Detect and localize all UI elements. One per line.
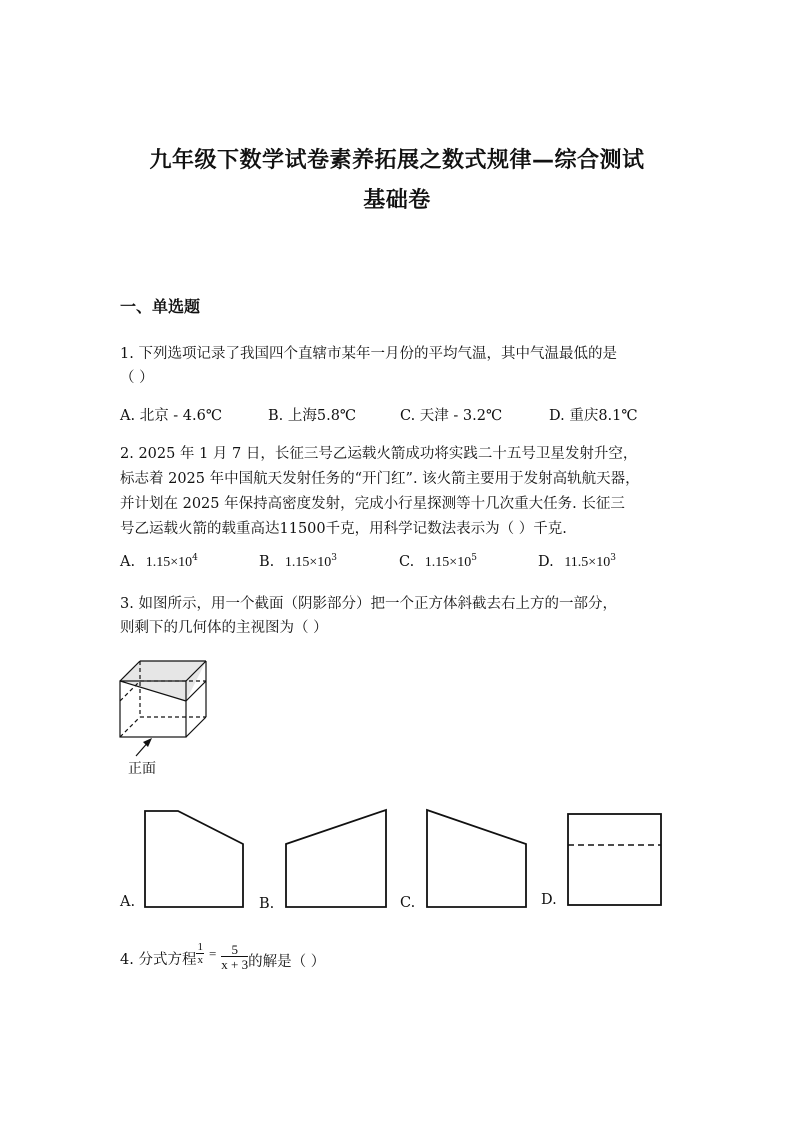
q2-option-a-label: A. (120, 554, 136, 570)
q2-option-b-label: B. (259, 554, 275, 570)
page-title: 九年级下数学试卷素养拓展之数式规律—综合测试 (149, 148, 645, 173)
q1-option-c[interactable]: C. 天津 - 3.2℃ (400, 408, 503, 424)
q2-stem-line2: 标志着 2025 年中国航天发射任务的“开门红”. 该火箭主要用于发射高轨航天器， (120, 471, 640, 487)
q2-option-a-exponent: 4 (192, 553, 198, 563)
q1-option-a[interactable]: A. 北京 - 4.6℃ (120, 408, 223, 424)
q4-prefix: 4. 分式方程 (120, 952, 197, 968)
page-subtitle: 基础卷 (363, 188, 431, 213)
q2-option-b-exponent: 3 (331, 553, 338, 563)
q3-option-b-label[interactable]: B. (259, 896, 275, 912)
front-arrow-icon (130, 736, 160, 760)
q2-option-c-exponent: 5 (471, 553, 477, 563)
q3-option-a-shape[interactable] (140, 806, 250, 912)
q2-option-d-exponent: 3 (610, 553, 616, 563)
q2-option-a[interactable] (120, 553, 198, 571)
q2-option-c-label: C. (399, 554, 415, 570)
q2-option-b[interactable] (259, 553, 337, 571)
q4-fraction-2 (221, 944, 248, 973)
q2-option-d-label: D. (538, 554, 554, 570)
front-view-label: 正面 (128, 761, 156, 777)
q2-stem-line1: 2. 2025 年 1 月 7 日，长征三号乙运载火箭成功将实践二十五号卫星发射升空， (120, 446, 638, 462)
q1-option-b[interactable]: B. 上海5.8℃ (268, 408, 357, 424)
q3-option-d-shape[interactable] (563, 809, 667, 909)
q2-option-d-value: 11.5×10 (564, 555, 611, 570)
q4-suffix: 的解是（ ） (248, 954, 326, 970)
q3-option-a-label[interactable]: A. (120, 894, 136, 910)
q4-fraction-1-numerator: 1 (197, 941, 203, 953)
q2-stem-line4: 号乙运载火箭的载重高达11500千克，用科学记数法表示为（ ）千克. (120, 521, 567, 537)
q1-option-d[interactable]: D. 重庆8.1℃ (549, 408, 638, 424)
q3-option-d-label[interactable]: D. (541, 892, 557, 908)
q3-option-c-shape[interactable] (422, 806, 532, 912)
q2-stem-line3: 并计划在 2025 年保持高密度发射，完成小行星探测等十几次重大任务. 长征三 (120, 496, 625, 512)
q4-equals: = (208, 945, 217, 961)
q3-option-c-label[interactable]: C. (400, 895, 416, 911)
q3-stem-line1: 3. 如图所示，用一个截面（阴影部分）把一个正方体斜截去右上方的一部分， (120, 596, 617, 612)
q2-option-b-value: 1.15×10 (284, 555, 332, 570)
q2-option-c[interactable] (399, 553, 477, 571)
q1-stem-line1: 1. 下列选项记录了我国四个直辖市某年一月份的平均气温，其中气温最低的是 (120, 346, 617, 362)
q2-option-c-value: 1.15×10 (424, 555, 472, 570)
q3-stem-line2: 则剩下的几何体的主视图为（ ） (120, 620, 328, 636)
q2-option-a-value: 1.15×10 (145, 555, 193, 570)
q4-fraction-1 (196, 941, 204, 966)
q3-option-b-shape[interactable] (281, 806, 393, 912)
q4-fraction-1-denominator: x (197, 954, 203, 966)
q4-fraction-2-denominator: x + 3 (221, 957, 249, 972)
q4-fraction-2-numerator: 5 (221, 944, 248, 957)
q2-option-d[interactable] (538, 553, 616, 571)
q1-stem-line2: （ ） (120, 370, 154, 386)
q4-stem (120, 941, 326, 973)
section-heading: 一、单选题 (120, 297, 201, 316)
